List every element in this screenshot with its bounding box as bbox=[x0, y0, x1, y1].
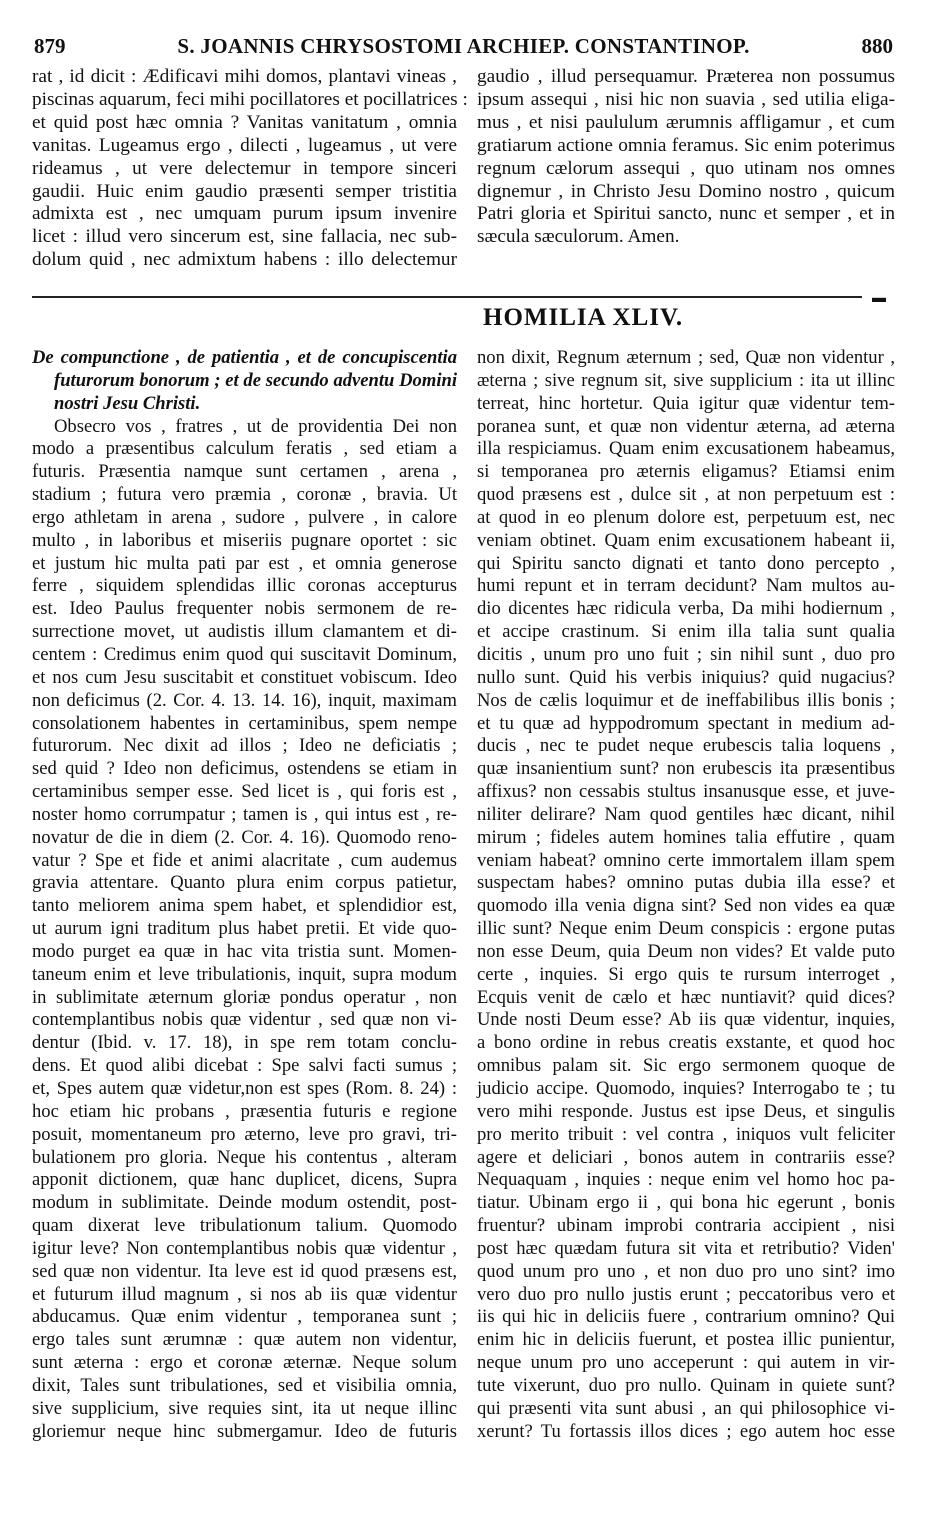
text-line: mus , et nisi paululum ærumnis affligamur , et cum bbox=[477, 111, 895, 133]
text-line: piscinas aquarum, feci mihi pocillatores et pocillatrices : bbox=[32, 88, 468, 110]
text-line: non deficimus (2. Cor. 4. 13. 14. 16), inquit, maximam bbox=[32, 689, 457, 711]
text-line: judicio accipe. Quomodo, inquies? Interrogabo te ; tu bbox=[477, 1078, 895, 1099]
text-line: quod unum pro uno , et non duo pro uno sint? imo bbox=[477, 1260, 895, 1282]
text-line: gravia attentare. Quanto plura enim corpus patietur, bbox=[32, 872, 457, 894]
text-line: veniam habeat? omnino certe immortalem illam spem bbox=[477, 849, 895, 871]
text-line: gaudio , illud persequamur. Præterea non possumus bbox=[477, 66, 895, 87]
section-divider bbox=[32, 296, 862, 298]
text-line: Unde nosti Deum esse? Ab iis quæ videntur, inquies, bbox=[477, 1009, 895, 1031]
text-line: centem : Credimus enim quod qui suscitavit Dominum, bbox=[32, 643, 457, 665]
text-line: humi repunt et in terram decidunt? Nam multos au- bbox=[477, 575, 895, 597]
text-line: sive supplicium, sive requies sint, ita ut neque illinc bbox=[32, 1397, 457, 1419]
text-line: est. Ideo Paulus frequenter nobis sermonem de re- bbox=[32, 598, 457, 620]
text-line: rat , id dicit : Ædificavi mihi domos, plantavi vineas , bbox=[32, 66, 457, 87]
text-line: tute vixerunt, duo pro nullo. Quinam in quiete sunt? bbox=[477, 1374, 895, 1396]
text-line: vanitas. Lugeamus ergo , dilecti , lugeamus , ut vere bbox=[32, 134, 457, 156]
text-line: noster homo corrumpatur ; tamen is , qui intus est , re- bbox=[32, 803, 457, 825]
text-line: veniam obtinet. Quam enim excusationem habeant ii, bbox=[477, 529, 895, 551]
text-line: quam dixerat leve tribulationum talium. Quomodo bbox=[32, 1215, 457, 1237]
text-line: rideamus , ut vere delectemur in tempore sinceri bbox=[32, 157, 457, 179]
homily-subject bbox=[32, 347, 457, 416]
text-line: neque unum pro uno acceperunt : qui autem in vir- bbox=[477, 1352, 895, 1374]
text-line: Nos de cælis loquimur et de ineffabilibus illis bonis ; bbox=[477, 689, 895, 711]
text-line: ipsum assequi , nisi hic non suavia , sed utilia eliga- bbox=[477, 88, 895, 110]
text-line: et, Spes autem quæ videtur,non est spes (Rom. 8. 24) : bbox=[32, 1078, 457, 1099]
text-line: apponit dictionem, quæ hanc duplicet, dicens, Supra bbox=[32, 1169, 457, 1191]
text-line: futurorum bonorum ; et de secundo adventu Domini bbox=[54, 369, 457, 391]
text-line: dixit, Tales sunt tribulationes, sed et visibilia omnia, bbox=[32, 1374, 457, 1396]
text-line: illa respiciamus. Quam enim excusationem habeamus, bbox=[477, 438, 895, 460]
text-line: si temporanea pro æternis eligamus? Etiamsi enim bbox=[477, 461, 895, 483]
text-line: suspectam habes? omnino putas dubia illa esse? et bbox=[477, 872, 895, 894]
text-line: hoc etiam hic probans , præsentia futuris e regione bbox=[32, 1100, 457, 1122]
text-line: Ecquis venit de cælo et hæc nuntiavit? quid dices? bbox=[477, 986, 895, 1008]
text-line: multo , in laboribus et miseriis pugnare oportet : sic bbox=[32, 529, 457, 551]
text-line: agere et deliciari , bonos autem in contrariis esse? bbox=[477, 1146, 895, 1168]
text-line: tiatur. Ubinam ergo ii , qui bona hic egerunt , bonis bbox=[477, 1192, 895, 1214]
page-number-left: 879 bbox=[34, 34, 66, 58]
text-line: ut aurum igni traditum plus habet pretii. Et vide quo- bbox=[32, 918, 457, 940]
page-number-right: 880 bbox=[861, 34, 893, 58]
text-line: gratiarum actione omnia feramus. Sic enim poterimus bbox=[477, 134, 895, 156]
text-line: certe , inquies. Si ergo quis te rursum interroget , bbox=[477, 963, 895, 985]
text-line: dio dicentes hæc ridicula verba, Da mihi hodiernum , bbox=[477, 598, 895, 620]
text-line: et justum hic multa pati par est , et omnia generose bbox=[32, 552, 457, 574]
bottom-left-body bbox=[32, 416, 457, 1444]
text-line: taneum enim et leve tribulationis, inquit, supra modum bbox=[32, 963, 457, 985]
text-line: fruentur? ubinam improbi contraria accipient , nisi bbox=[477, 1215, 895, 1237]
text-line: illic sunt? Neque enim Deum conspicis : ergone putas bbox=[477, 918, 895, 940]
text-line: sed quæ non videntur. Ita leve est id quod præsens est, bbox=[32, 1260, 457, 1282]
text-line: post hæc quædam futura sit vita et retributio? Viden' bbox=[477, 1237, 895, 1259]
text-line: gaudii. Huic enim gaudio præsenti semper tristitia bbox=[32, 180, 457, 202]
text-line: consolationem habentes in certaminibus, spem nempe bbox=[32, 712, 457, 734]
text-line: certaminibus semper esse. Sed licet is , qui foris est , bbox=[32, 781, 457, 803]
text-line: poranea sunt, et quæ non videntur æterna, ad æterna bbox=[477, 415, 895, 437]
divider-end-mark: ▬ bbox=[872, 291, 886, 306]
text-line: sed quid ? Ideo non deficimus, ostendens se etiam in bbox=[32, 758, 457, 780]
text-line: nostri Jesu Christi. bbox=[54, 392, 201, 414]
text-line: et accipe crastinum. Si enim illa talia sunt qualia bbox=[477, 621, 895, 643]
text-line: bulationem pro gloria. Neque his contentus , alteram bbox=[32, 1146, 457, 1168]
text-line: et quid post hæc omnia ? Vanitas vanitatum , omnia bbox=[32, 111, 457, 133]
text-line: ergo athletam in arena , sudore , pulvere , in calore bbox=[32, 506, 457, 528]
text-line: dens. Et quod alibi dicebat : Spe salvi facti sumus ; bbox=[32, 1055, 457, 1077]
text-line: quomodo illa venia digna sint? Sed non vides ea quæ bbox=[477, 895, 895, 917]
text-line: licet : illud vero sincerum est, sine fallacia, nec sub- bbox=[32, 226, 457, 248]
text-line: surrectione movet, ut audistis illum clamantem et di- bbox=[32, 621, 457, 643]
text-line: ferre , siquidem splendidas illic coronas accepturus bbox=[32, 575, 457, 597]
text-line: xerunt? Tu fortassis illos dices ; ego autem hoc esse bbox=[477, 1420, 895, 1442]
text-line: qui præsenti vita sunt abusi , an qui philosophice vi- bbox=[477, 1397, 895, 1419]
text-line: pro merito tribuit : vel contra , iniquos vult feliciter bbox=[477, 1123, 895, 1145]
text-line: regnum cælorum assequi , quo utinam nos omnes bbox=[477, 157, 895, 179]
text-line: modum in sublimitate. Deinde modum ostendit, post- bbox=[32, 1192, 457, 1214]
text-line: stadium ; futura vero præmia , coronæ , bravia. Ut bbox=[32, 484, 457, 506]
text-line: quod præsens est , dulce sit , at non perpetuum est : bbox=[477, 484, 895, 506]
running-title: S. JOANNIS CHRYSOSTOMI ARCHIEP. CONSTANTINOP. bbox=[177, 34, 750, 58]
text-line: qui Spiritu sancto dignati et tanto dono percepto , bbox=[477, 552, 895, 574]
text-line: nullo sunt. Quid his verbis iniquius? quid nugacius? bbox=[477, 666, 895, 688]
text-line: æterna ; sive regnum sit, sive supplicium : ita ut illinc bbox=[477, 369, 895, 391]
text-line: futuris. Præsentia namque sunt certamen , arena , bbox=[32, 461, 457, 483]
text-line: quæ insanientium sunt? non erubescis ita præsentibus bbox=[477, 758, 895, 780]
text-line: non dixit, Regnum æternum ; sed, Quæ non videntur , bbox=[477, 347, 895, 368]
text-line: posuit, momentaneum pro æterno, leve pro gravi, tri- bbox=[32, 1123, 457, 1145]
text-line: vero mihi responde. Justus est ipse Deus, et singulis bbox=[477, 1100, 895, 1122]
text-line: affixus? non cessabis stultus insanusque esse, et juve- bbox=[477, 781, 895, 803]
text-line: iis qui hic in deliciis fuere , contrarium omnino? Qui bbox=[477, 1306, 895, 1328]
text-line: sæcula sæculorum. Amen. bbox=[477, 226, 680, 248]
text-line: dignemur , in Christo Jesu Domino nostro , quicum bbox=[477, 180, 895, 202]
text-line: Patri gloria et Spiritui sancto, nunc et semper , et in bbox=[477, 203, 895, 225]
bottom-right-column bbox=[477, 347, 895, 1444]
text-line: modo a præsentibus calculum feratis , sed etiam a bbox=[32, 438, 457, 460]
text-line: abducamus. Quæ enim videntur , temporanea sunt ; bbox=[32, 1306, 457, 1328]
text-line: non esse Deum, quia Deum non vides? Et valde puto bbox=[477, 940, 895, 962]
text-line: vero duo pro nullo justis erunt ; peccatoribus vero et bbox=[477, 1283, 895, 1305]
text-line: vatur ? Spe et fide et animi alacritate , cum audemus bbox=[32, 849, 457, 871]
text-line: futurorum. Nec dixit ad illos ; Ideo ne deficiatis ; bbox=[32, 735, 457, 757]
text-line: gloriemur neque hinc submergamur. Ideo de futuris bbox=[32, 1420, 457, 1442]
text-line: novatur de die in diem (2. Cor. 4. 16). Quomodo reno- bbox=[32, 826, 457, 848]
text-line: niliter delirare? Nam quod gentiles hæc dicant, nihil bbox=[477, 803, 895, 825]
text-line: et tu quæ ad hyppodromum spectant in medium ad- bbox=[477, 712, 895, 734]
homily-title: HOMILIA XLIV. bbox=[483, 304, 684, 331]
text-line: at quod in eo plenum dolore est, perpetuum est, nec bbox=[477, 506, 895, 528]
text-line: admixta est , nec umquam purum ipsum invenire bbox=[32, 203, 457, 225]
bottom-left-column bbox=[32, 347, 457, 1444]
text-line: et futurum illud magnum , si nos ab iis quæ videntur bbox=[32, 1283, 457, 1305]
text-line: dolum quid , nec admixtum habens : illo delectemur bbox=[32, 249, 457, 271]
text-line: terreat, hinc hortetur. Quia igitur quæ videntur tem- bbox=[477, 392, 895, 414]
text-line: igitur leve? Non contemplantibus nobis quæ videntur , bbox=[32, 1237, 457, 1259]
text-line: Nequaquam , inquies : neque enim vel homo hoc pa- bbox=[477, 1169, 895, 1191]
top-left-column bbox=[32, 66, 468, 272]
text-line: ergo tales sunt ærumnæ : quæ autem non videntur, bbox=[32, 1329, 457, 1351]
text-line: a bono ordine in rebus creatis exstante, et quod hoc bbox=[477, 1032, 895, 1054]
text-line: enim hic in deliciis fuerunt, et postea illic punientur, bbox=[477, 1329, 895, 1351]
text-line: tanto meliorem anima spem habet, et splendidior est, bbox=[32, 895, 457, 917]
text-line: sunt æterna : ergo et coronæ æternæ. Neque solum bbox=[32, 1352, 457, 1374]
text-line: dentur (Ibid. v. 17. 18), in spe rem totam conclu- bbox=[32, 1032, 457, 1054]
running-header bbox=[0, 34, 927, 64]
text-line: ducis , nec te pudet neque erubescis talia loquens , bbox=[477, 735, 895, 757]
text-line: omnibus palam sit. Sic ergo sermonem quoque de bbox=[477, 1055, 895, 1077]
text-line: modo purget ea quæ in hac vita tristia sunt. Momen- bbox=[32, 940, 457, 962]
top-right-column bbox=[477, 66, 895, 249]
text-line: mirum ; fideles autem homines talia effutire , quam bbox=[477, 826, 895, 848]
text-line: in sublimitate æternum gloriæ pondus operatur , non bbox=[32, 986, 457, 1008]
text-line: et nos cum Jesu suscitabit et constituet vobiscum. Ideo bbox=[32, 666, 457, 688]
text-line: contemplantibus nobis quæ videntur , sed quæ non vi- bbox=[32, 1009, 457, 1031]
text-line: Obsecro vos , fratres , ut de providentia Dei non bbox=[54, 415, 457, 437]
text-line: dicitis , unum pro uno fuit ; sin nihil sunt , duo pro bbox=[477, 643, 895, 665]
text-line: De compunctione , de patientia , et de concupiscentia bbox=[32, 347, 457, 368]
